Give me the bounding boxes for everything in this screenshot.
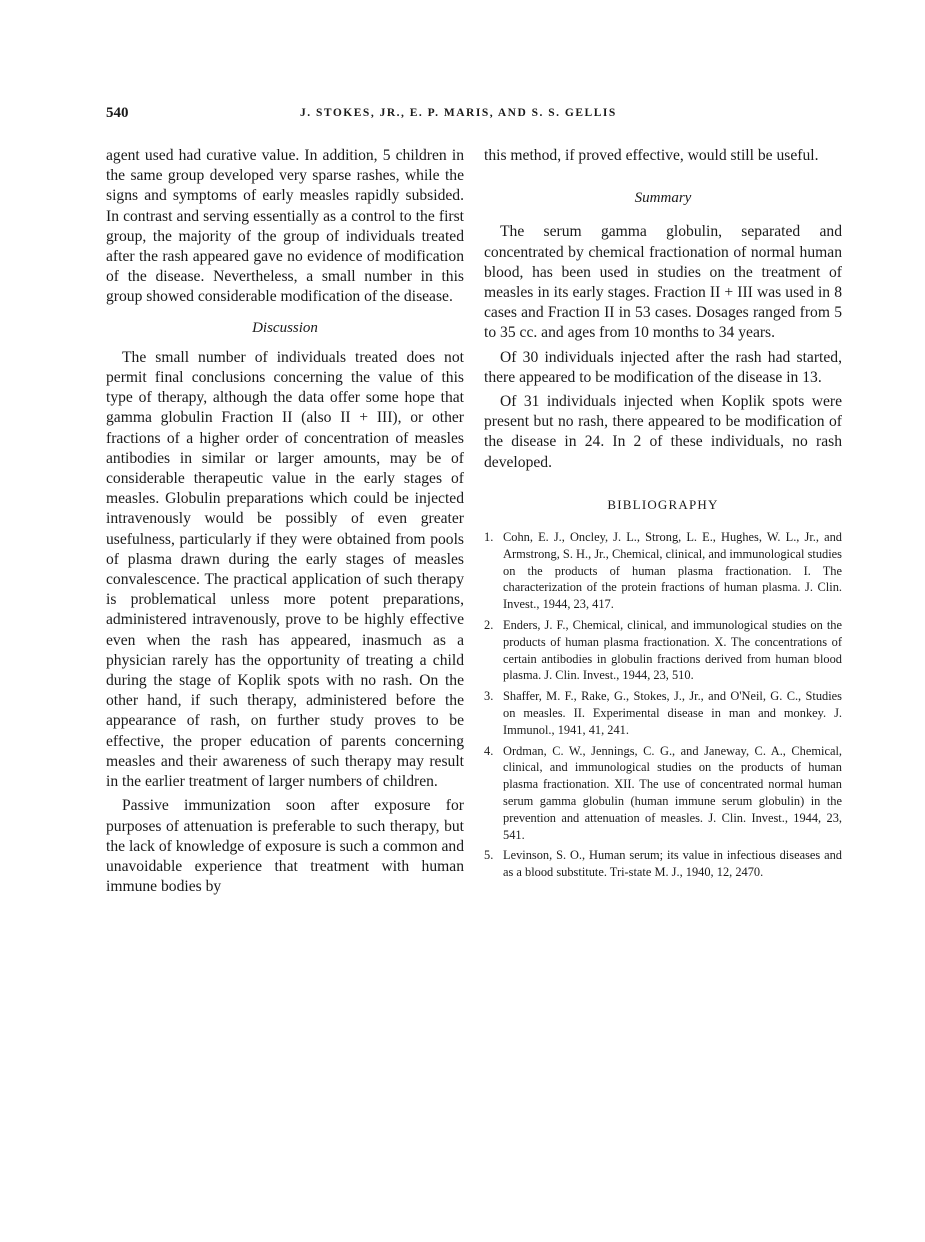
summary-paragraph-2: Of 30 individuals injected after the rash had started, there appeared to be modification of the disease in 13.	[484, 348, 842, 386]
reference-number: 5.	[484, 848, 494, 863]
paragraph-results-end: agent used had curative value. In addition, 5 children in the same group developed very sparse rashes, while the signs and symptoms of early measles rapidly subsided. In contrast and serving essentially as a control to the first group, the majority of the group of individuals treated after the rash appeared gave no evidence of modification of the disease. Nevertheless, a small number in this group showed considerable modification of the disease.	[106, 147, 464, 306]
summary-paragraph-3: Of 31 individuals injected when Koplik spots were present but no rash, there appeared to be modification of the disease in 24. In 2 of these individuals, no rash developed.	[484, 393, 842, 471]
reference-item	[484, 688, 842, 738]
reference-item	[484, 617, 842, 684]
running-head: J. STOKES, JR., E. P. MARIS, AND S. S. GELLIS	[300, 107, 617, 119]
left-column	[106, 146, 464, 897]
reference-item	[484, 529, 842, 613]
reference-text: Levinson, S. O., Human serum; its value in infectious diseases and as a blood substitute. Tri-state M. J., 1940, 12, 2470.	[503, 848, 842, 880]
reference-number: 2.	[484, 618, 494, 633]
page-number: 540	[106, 105, 129, 121]
bibliography-heading: BIBLIOGRAPHY	[607, 496, 719, 512]
summary-heading: Summary	[634, 190, 692, 207]
paragraph-continuation: this method, if proved effective, would still be useful.	[484, 147, 819, 164]
reference-text: Shaffer, M. F., Rake, G., Stokes, J., Jr., and O'Neil, G. C., Studies on measles. II. Experimental disease in man and monkey. J. Immunol., 1941, 41, 241.	[503, 689, 842, 737]
paragraph-discussion: The small number of individuals treated does not permit final conclusions concerning the value of this type of therapy, although the data offer some hope that gamma globulin Fraction II (also II + III), or other fractions of a higher order of concentration of measles antibodies in similar or larger amounts, may be of considerable therapeutic value in the early stages of measles. Globulin preparations which could be injected intravenously would be possibly of even greater usefulness, particularly if they were obtained from pools of plasma drawn during the early stages of measles convalescence. The practical application of such therapy is problematical unless more potent preparations, administered intravenously, prove to be highly effective even when the rash has appeared, inasmuch as a physician rarely has the opportunity of treating a child during the stage of Koplik spots with no rash. On the other hand, if such therapy, administered before the appearance of rash, on further study proves to be effective, the proper education of parents concerning measles and their awareness of such therapy may result in the earlier treatment of larger numbers of children.	[106, 348, 464, 791]
reference-number: 1.	[484, 530, 494, 545]
reference-text: Enders, J. F., Chemical, clinical, and immunological studies on the products of human plasma fractionation. X. The concentrations of certain antibodies in globulin fractions derived from human blood plasma. J. Clin. Invest., 1944, 23, 510.	[503, 618, 842, 683]
bibliography-list	[484, 529, 842, 881]
discussion-heading: Discussion	[252, 319, 318, 336]
reference-item	[484, 847, 842, 881]
reference-number: 4.	[484, 743, 494, 758]
reference-number: 3.	[484, 689, 494, 704]
reference-text: Cohn, E. J., Oncley, J. L., Strong, L. E., Hughes, W. L., Jr., and Armstrong, S. H., Jr., Chemical, clinical, and immunological studies on the products of human plasma fractionation. I. The characterization of the protein fractions of human plasma. J. Clin. Invest., 1944, 23, 417.	[503, 530, 842, 612]
reference-text: Ordman, C. W., Jennings, C. G., and Janeway, C. A., Chemical, clinical, and immunological studies on the products of human plasma fractionation. XII. The use of concentrated normal human serum gamma globulin (human immune serum globulin) in the prevention and attenuation of measles. J. Clin. Invest., 1944, 23, 541.	[503, 743, 842, 842]
reference-item	[484, 743, 842, 844]
paragraph-passive-immunization: Passive immunization soon after exposure for purposes of attenuation is preferable to such therapy, but the lack of knowledge of exposure is such a common and unavoidable experience that treatment with human immune bodies by	[106, 797, 464, 896]
summary-paragraph-1: The serum gamma globulin, separated and concentrated by chemical fractionation of normal human blood, has been used in studies on the treatment of measles in its early stages. Fraction II + III was used in 8 cases and Fraction II in 53 cases. Dosages ranged from 5 to 35 cc. and ages from 10 months to 34 years.	[484, 223, 842, 342]
right-column	[484, 146, 842, 885]
